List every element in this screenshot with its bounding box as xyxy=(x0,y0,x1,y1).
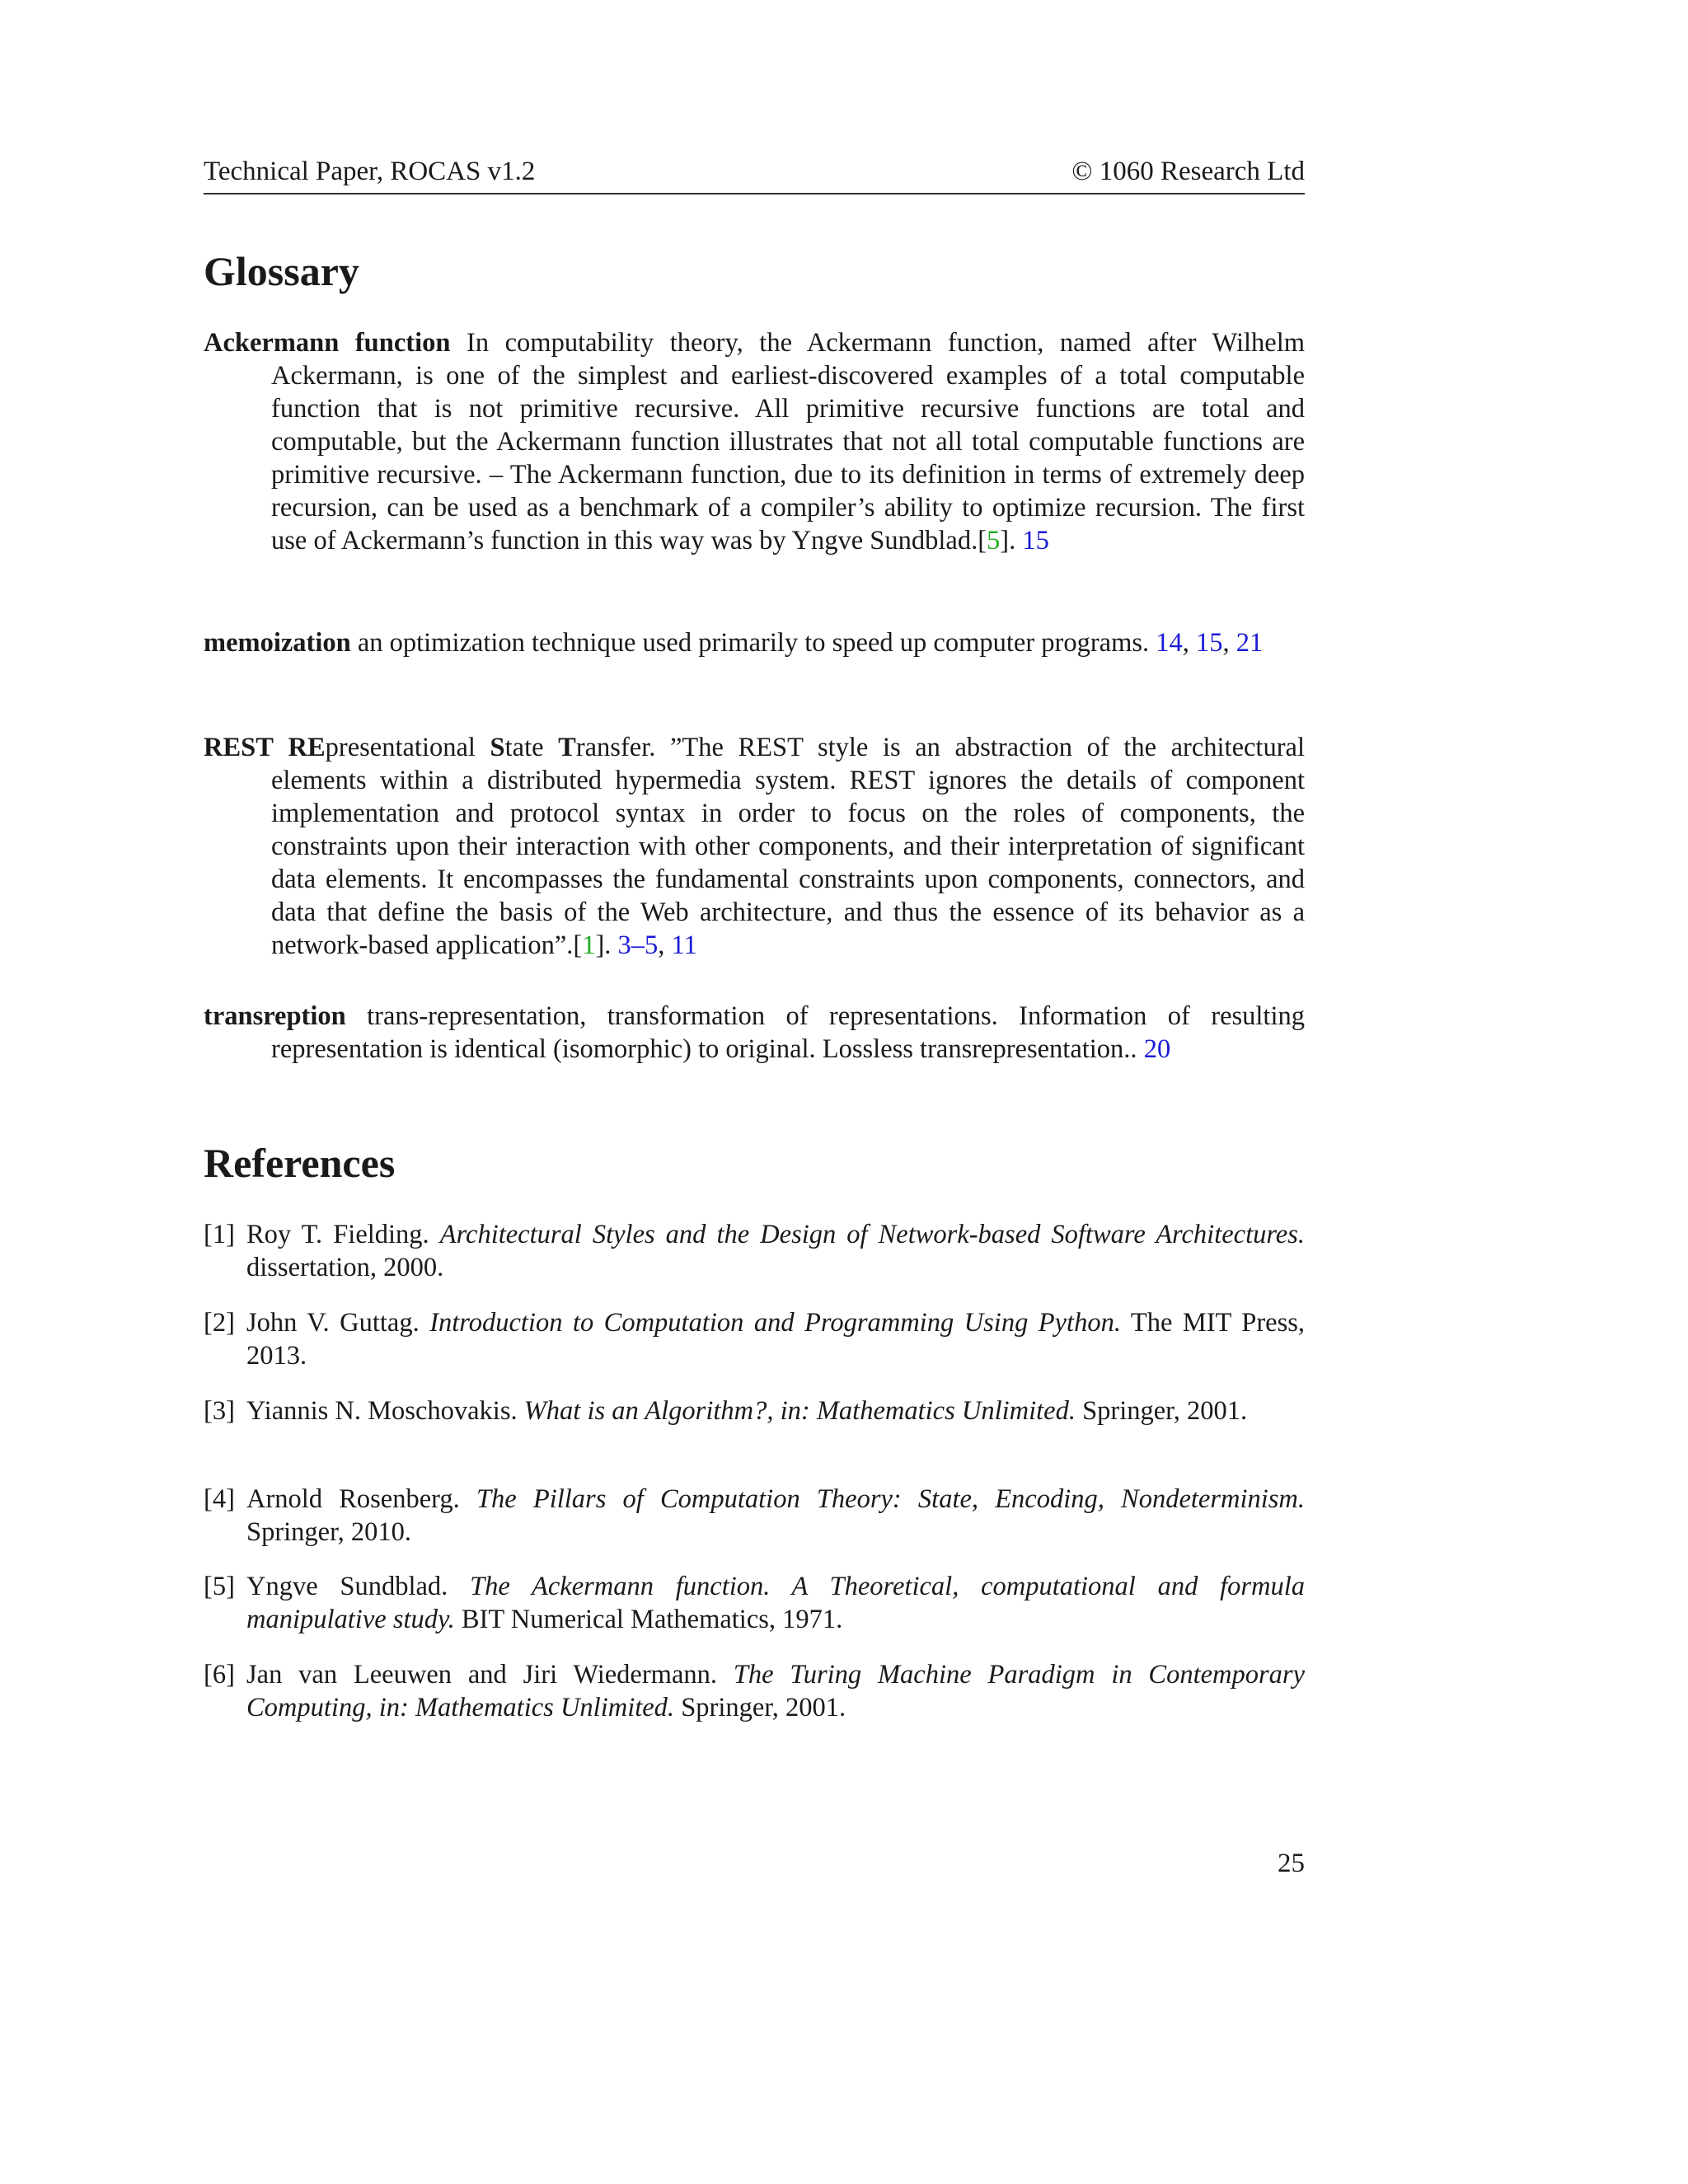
page-backref-link[interactable]: 20 xyxy=(1143,1034,1171,1064)
page-backref-link[interactable]: 15 xyxy=(1022,526,1049,555)
rest-expansion: REpresentational State Transfer. xyxy=(288,733,656,762)
page-backref-link[interactable]: 14 xyxy=(1156,628,1183,658)
bib-title: The Turing Machine Paradigm in Contemporary Computing, in: Mathematics Unlimited. xyxy=(246,1660,1305,1722)
glossary-definition: ”The REST style is an abstraction of the architectural elements within a distributed hypermedia system. REST ignores the details of component implementation and protocol syntax in order to focus on the roles of components, the constraints upon their interaction with other components, and their interpretation of significant data elements. It encompasses the fundamental constraints upon components, connectors, and data that define the basis of the Web architecture, and thus the essence of its behavior as a network-based application”. xyxy=(271,733,1305,960)
bib-author: Yiannis N. Moschovakis. xyxy=(246,1396,518,1426)
glossary-definition: In computability theory, the Ackermann function, named after Wilhelm Ackermann, is one of the simplest and earliest-discovered examples of a total computable function that is not primitive recursive. All primitive recursive functions are total and computable, but the Ackermann function illustrates that not all total computable functions are primitive recursive. – The Ackermann function, due to its definition in terms of extremely deep recursion, can be used as a benchmark of a compiler’s ability to optimize recursion. The first use of Ackermann’s function in this way was by Yngve Sundblad. xyxy=(271,328,1306,555)
running-header xyxy=(204,157,1305,194)
bib-label: [6] xyxy=(204,1660,235,1690)
bib-title: What is an Algorithm?, in: Mathematics Unlimited. xyxy=(523,1396,1076,1426)
bib-label: [2] xyxy=(204,1308,235,1338)
bibliography-entry xyxy=(204,1570,1305,1636)
bib-label: [3] xyxy=(204,1396,235,1426)
glossary-entry-transreption xyxy=(204,1000,1305,1066)
bib-publisher: BIT Numerical Mathematics, 1971. xyxy=(461,1605,843,1634)
header-left-text: Technical Paper, ROCAS v1.2 xyxy=(204,157,536,186)
bib-title: The Pillars of Computation Theory: State, Encoding, Nondeterminism. xyxy=(476,1484,1306,1514)
glossary-term: Ackermann function xyxy=(204,328,451,358)
page-backref-link[interactable]: 11 xyxy=(671,930,697,960)
bib-publisher: The MIT Press, 2013. xyxy=(246,1308,1306,1371)
glossary-entry-memoization: memoization an optimization technique used primarily to speed up computer programs. 14, 15, 21 xyxy=(204,628,1264,658)
bib-publisher: dissertation, 2000. xyxy=(246,1253,444,1282)
bib-title: Architectural Styles and the Design of Network-based Software Architectures. xyxy=(439,1220,1305,1249)
page-backref-link[interactable]: 21 xyxy=(1236,628,1264,658)
bib-publisher: Springer, 2010. xyxy=(246,1517,411,1547)
glossary-definition: an optimization technique used primarily to speed up computer programs. xyxy=(357,628,1150,658)
page-backref-link[interactable]: 15 xyxy=(1196,628,1223,658)
page-backref-link[interactable]: 3–5 xyxy=(617,930,659,960)
bib-label: [1] xyxy=(204,1220,235,1249)
bibliography-entry xyxy=(204,1306,1305,1372)
bib-label: [4] xyxy=(204,1484,235,1514)
bib-publisher: Springer, 2001. xyxy=(681,1693,846,1722)
citation-link[interactable]: 1 xyxy=(582,930,596,960)
glossary-heading: Glossary xyxy=(204,248,359,294)
bibliography-entry xyxy=(204,1658,1305,1724)
citation-link[interactable]: 5 xyxy=(987,526,1001,555)
glossary-entry-rest: REST REpresentational State Transfer. ”The REST style is an abstraction of the architectural elements within a distributed hypermedia system. REST ignores the details of component implementation and protocol syntax in order to focus on the roles of components, the constraints upon their interaction with other components, and their interpretation of significant data elements. It encompasses the fundamental constraints upon components, connectors, and data that define the basis of the Web architecture, and thus the essence of its behavior as a network-based application”.[1]. 3–5, 11 xyxy=(204,733,1305,960)
page-number: 25 xyxy=(1278,1849,1305,1878)
bib-author: Roy T. Fielding. xyxy=(246,1220,429,1249)
bibliography-entry xyxy=(204,1483,1305,1549)
header-right-text: © 1060 Research Ltd xyxy=(1071,157,1305,186)
glossary-term: transreption xyxy=(204,1001,346,1031)
glossary-entry-ackermann: Ackermann function In computability theory, the Ackermann function, named after Wilhelm Ackermann, is one of the simplest and earliest-discovered examples of a total computable function that is not primitive recursive. All primitive recursive functions are total and computable, but the Ackermann function illustrates that not all total computable functions are primitive recursive. – The Ackermann function, due to its definition in terms of extremely deep recursion, can be used as a benchmark of a compiler’s ability to optimize recursion. The first use of Ackermann’s function in this way was by Yngve Sundblad.[5]. 15 xyxy=(204,328,1306,555)
bib-author: Yngve Sundblad. xyxy=(246,1572,448,1601)
bib-label: [5] xyxy=(204,1572,235,1601)
bib-author: Jan van Leeuwen and Jiri Wiedermann. xyxy=(246,1660,718,1690)
bib-publisher: Springer, 2001. xyxy=(1082,1396,1248,1426)
references-heading: References xyxy=(204,1140,396,1186)
glossary-definition: trans-representation, transformation of representations. Information of resulting representation is identical (isomorphic) to original. Lossless transrepresentation.. xyxy=(271,1001,1305,1064)
bib-author: John V. Guttag. xyxy=(246,1308,420,1338)
bibliography-entry xyxy=(204,1218,1305,1284)
bib-title: Introduction to Computation and Programming Using Python. xyxy=(429,1308,1121,1338)
bibliography-entry xyxy=(204,1394,1305,1427)
glossary-term: memoization xyxy=(204,628,351,658)
bib-author: Arnold Rosenberg. xyxy=(246,1484,460,1514)
glossary-term: REST xyxy=(204,733,274,762)
bib-title: The Ackermann function. A Theoretical, computational and formula manipulative study. xyxy=(246,1572,1306,1634)
